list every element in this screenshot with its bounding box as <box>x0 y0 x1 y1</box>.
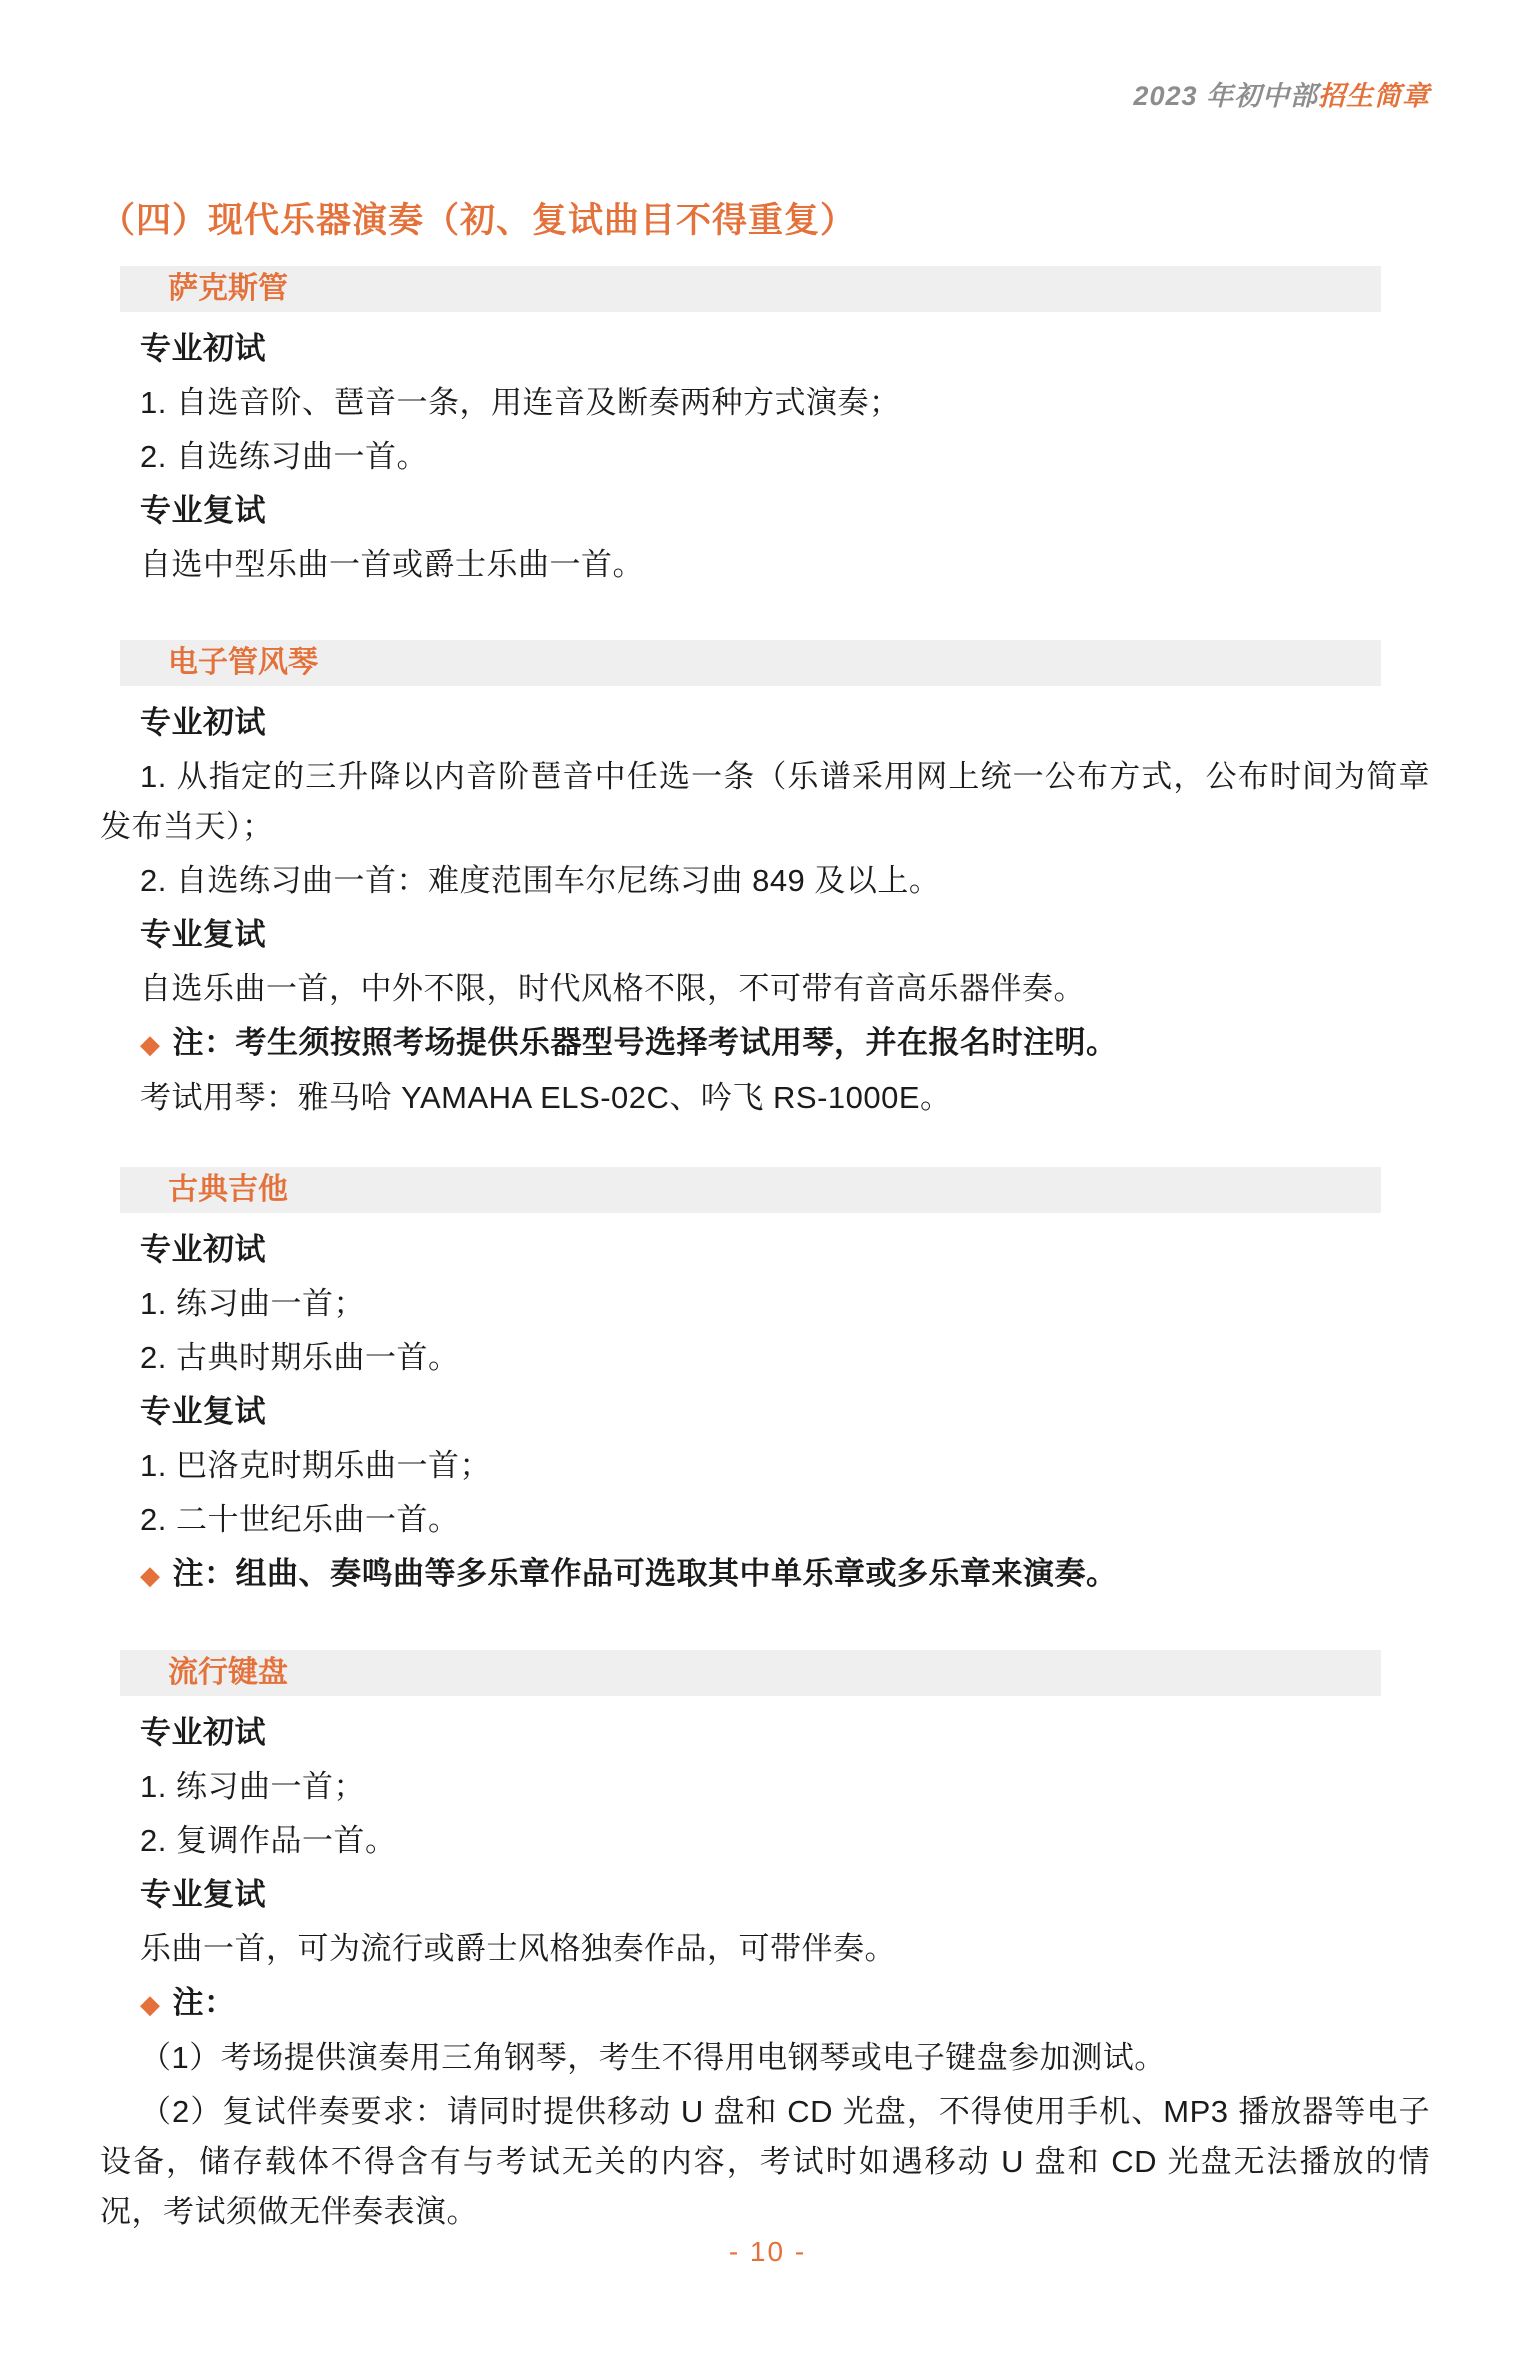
section-title: 萨克斯管 <box>168 272 288 305</box>
note-line <box>100 1018 1430 1069</box>
section-header-bar <box>120 640 1381 686</box>
instrument-section <box>100 266 1430 590</box>
diamond-bullet-icon: ◆ <box>140 1989 161 2019</box>
requirement-line: 乐曲一首，可为流行或爵士风格独奏作品，可带伴奏。 <box>140 1931 896 1966</box>
requirement-paragraph: （2）复试伴奏要求：请同时提供移动 U 盘和 CD 光盘，不得使用手机、MP3 播放器等电子设备，储存载体不得含有与考试无关的内容，考试时如遇移动 U 盘和 CD 光盘无法播放的情况，考试须做无伴奏表演。 <box>100 2094 1430 2229</box>
requirement-line: 自选乐曲一首，中外不限，时代风格不限，不可带有音高乐器伴奏。 <box>140 971 1085 1006</box>
sections-container <box>100 266 1430 2237</box>
requirement-line: 2. 自选练习曲一首。 <box>140 439 428 474</box>
requirement-line: 1. 练习曲一首； <box>140 1769 365 1804</box>
requirement-line: 2. 自选练习曲一首：难度范围车尔尼练习曲 849 及以上。 <box>140 863 941 898</box>
requirement-paragraph: （1）考场提供演奏用三角钢琴，考生不得用电钢琴或电子键盘参加测试。 <box>140 2040 1166 2075</box>
diamond-bullet-icon: ◆ <box>140 1029 161 1059</box>
instrument-section <box>100 1167 1430 1600</box>
exam-stage-heading: 专业初试 <box>140 1715 266 1750</box>
exam-stage-heading: 专业初试 <box>140 1232 266 1267</box>
info-line: 考试用琴：雅马哈 YAMAHA ELS-02C、吟飞 RS-1000E。 <box>140 1080 952 1115</box>
exam-stage-heading: 专业复试 <box>140 1394 266 1429</box>
exam-stage-heading: 专业复试 <box>140 1877 266 1912</box>
instrument-section <box>100 640 1430 1123</box>
section-header-bar <box>120 1650 1381 1696</box>
section-header-bar <box>120 1167 1381 1213</box>
section-title: 电子管风琴 <box>168 646 318 679</box>
content-area <box>0 198 1535 2237</box>
note-text: 注：考生须按照考场提供乐器型号选择考试用琴，并在报名时注明。 <box>172 1025 1118 1060</box>
requirement-line: 1. 练习曲一首； <box>140 1286 365 1321</box>
exam-stage-heading: 专业初试 <box>140 331 266 366</box>
requirement-line: 1. 自选音阶、琶音一条，用连音及断奏两种方式演奏； <box>140 385 901 420</box>
requirement-line: 自选中型乐曲一首或爵士乐曲一首。 <box>140 547 644 582</box>
document-header <box>0 0 1535 114</box>
page-title: （四）现代乐器演奏（初、复试曲目不得重复） <box>100 201 857 240</box>
section-title: 古典吉他 <box>168 1173 288 1206</box>
header-title-orange: 招生简章 <box>1318 81 1430 111</box>
note-line <box>100 1978 1430 2029</box>
instrument-section <box>100 1650 1430 2237</box>
requirement-line: 2. 复调作品一首。 <box>140 1823 397 1858</box>
section-header-bar <box>120 266 1381 312</box>
requirement-line: 1. 巴洛克时期乐曲一首； <box>140 1448 491 1483</box>
requirement-line: 2. 古典时期乐曲一首。 <box>140 1340 460 1375</box>
page-number: - 10 - <box>728 2236 807 2267</box>
exam-stage-heading: 专业复试 <box>140 917 266 952</box>
header-title-gray: 2023 年初中部 <box>1133 81 1318 111</box>
requirement-line: 2. 二十世纪乐曲一首。 <box>140 1502 460 1537</box>
note-text: 注：组曲、奏鸣曲等多乐章作品可选取其中单乐章或多乐章来演奏。 <box>172 1556 1118 1591</box>
section-title: 流行键盘 <box>168 1656 288 1689</box>
requirement-paragraph: 1. 从指定的三升降以内音阶琶音中任选一条（乐谱采用网上统一公布方式，公布时间为简章发布当天）； <box>100 759 1430 844</box>
exam-stage-heading: 专业初试 <box>140 705 266 740</box>
note-line <box>100 1549 1430 1600</box>
exam-stage-heading: 专业复试 <box>140 493 266 528</box>
note-text: 注： <box>172 1985 236 2020</box>
diamond-bullet-icon: ◆ <box>140 1560 161 1590</box>
